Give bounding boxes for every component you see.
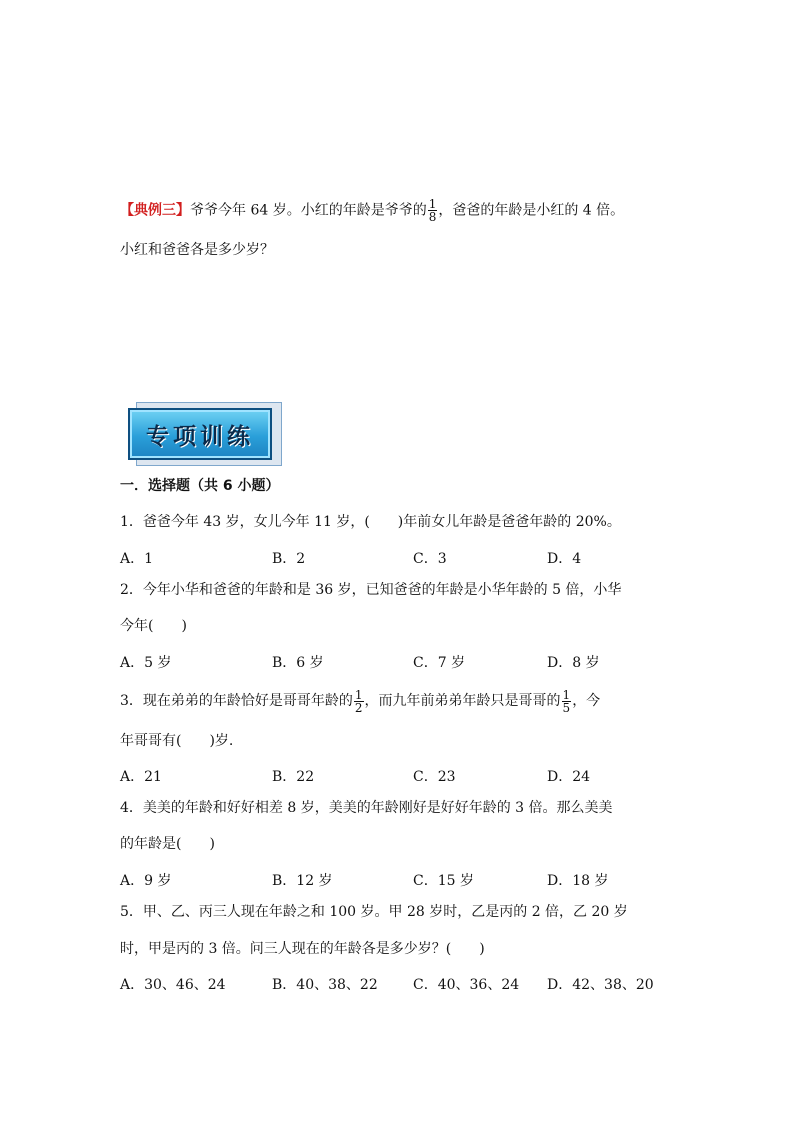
q5-option-d: D．42、38、20	[547, 977, 654, 993]
q3-text-c: ，今	[572, 693, 601, 709]
q5-option-b: B．40、38、22	[272, 977, 378, 993]
q4-option-a: A．9 岁	[120, 873, 172, 889]
example-text-b: ，爸爸的年龄是小红的 4 倍。	[438, 202, 625, 219]
example-text-a: 爷爷今年 64 岁。小红的年龄是爷爷的	[190, 202, 427, 219]
question-2-line-1: 2．今年小华和爸爸的年龄和是 36 岁，已知爸爸的年龄是小华年龄的 5 倍，小华	[120, 582, 622, 598]
question-3-line-2: 年哥哥有( )岁.	[120, 733, 234, 749]
question-4-line-2: 的年龄是( )	[120, 836, 215, 852]
q1-option-a: A．1	[120, 551, 154, 567]
q3-option-b: B．22	[272, 769, 315, 785]
q5-option-a: A．30、46、24	[120, 977, 226, 993]
q3-option-a: A．21	[120, 769, 162, 785]
question-5-line-2: 时，甲是丙的 3 倍。问三人现在的年龄各是多少岁？( )	[120, 941, 485, 957]
q2-option-a: A．5 岁	[120, 655, 172, 671]
example-line-1	[120, 198, 624, 222]
q1-option-c: C．3	[413, 551, 447, 567]
q1-option-d: D．4	[547, 551, 582, 567]
q2-option-b: B．6 岁	[272, 655, 324, 671]
q1-option-b: B．2	[272, 551, 306, 567]
q2-option-c: C．7 岁	[413, 655, 466, 671]
q3-text-a: 3．现在弟弟的年龄恰好是哥哥年龄的	[120, 693, 353, 709]
fraction-one-half: $\frac{1}{2}$	[354, 687, 363, 715]
q4-option-b: B．12 岁	[272, 873, 333, 889]
question-1-line-1: 1．爸爸今年 43 岁，女儿今年 11 岁，( )年前女儿年龄是爸爸年龄的 20%。	[120, 514, 621, 530]
q3-option-d: D．24	[547, 769, 591, 785]
q5-option-c: C．40、36、24	[413, 977, 520, 993]
example-tag: 【典例三】	[120, 202, 190, 219]
question-3-line-1	[120, 686, 600, 716]
question-5-line-1: 5．甲、乙、丙三人现在年龄之和 100 岁。甲 28 岁时，乙是丙的 2 倍，乙 20 岁	[120, 904, 628, 920]
fraction-one-eighth: $\frac{1}{8}$	[428, 197, 437, 224]
q3-option-c: C．23	[413, 769, 456, 785]
example-line-2: 小红和爸爸各是多少岁？	[120, 242, 274, 258]
q4-option-d: D．18 岁	[547, 873, 609, 889]
question-4-line-1: 4．美美的年龄和好好相差 8 岁，美美的年龄刚好是好好年龄的 3 倍。那么美美	[120, 800, 613, 816]
q2-option-d: D．8 岁	[547, 655, 600, 671]
banner-label: 专项训练	[146, 423, 254, 450]
question-2-line-2: 今年( )	[120, 618, 187, 634]
fraction-one-fifth: $\frac{1}{5}$	[562, 687, 571, 715]
section-title: 一．选择题（共 6 小题）	[120, 478, 280, 494]
q3-text-b: ，而九年前弟弟年龄只是哥哥的	[364, 693, 561, 709]
section-banner	[128, 408, 272, 460]
q4-option-c: C．15 岁	[413, 873, 474, 889]
